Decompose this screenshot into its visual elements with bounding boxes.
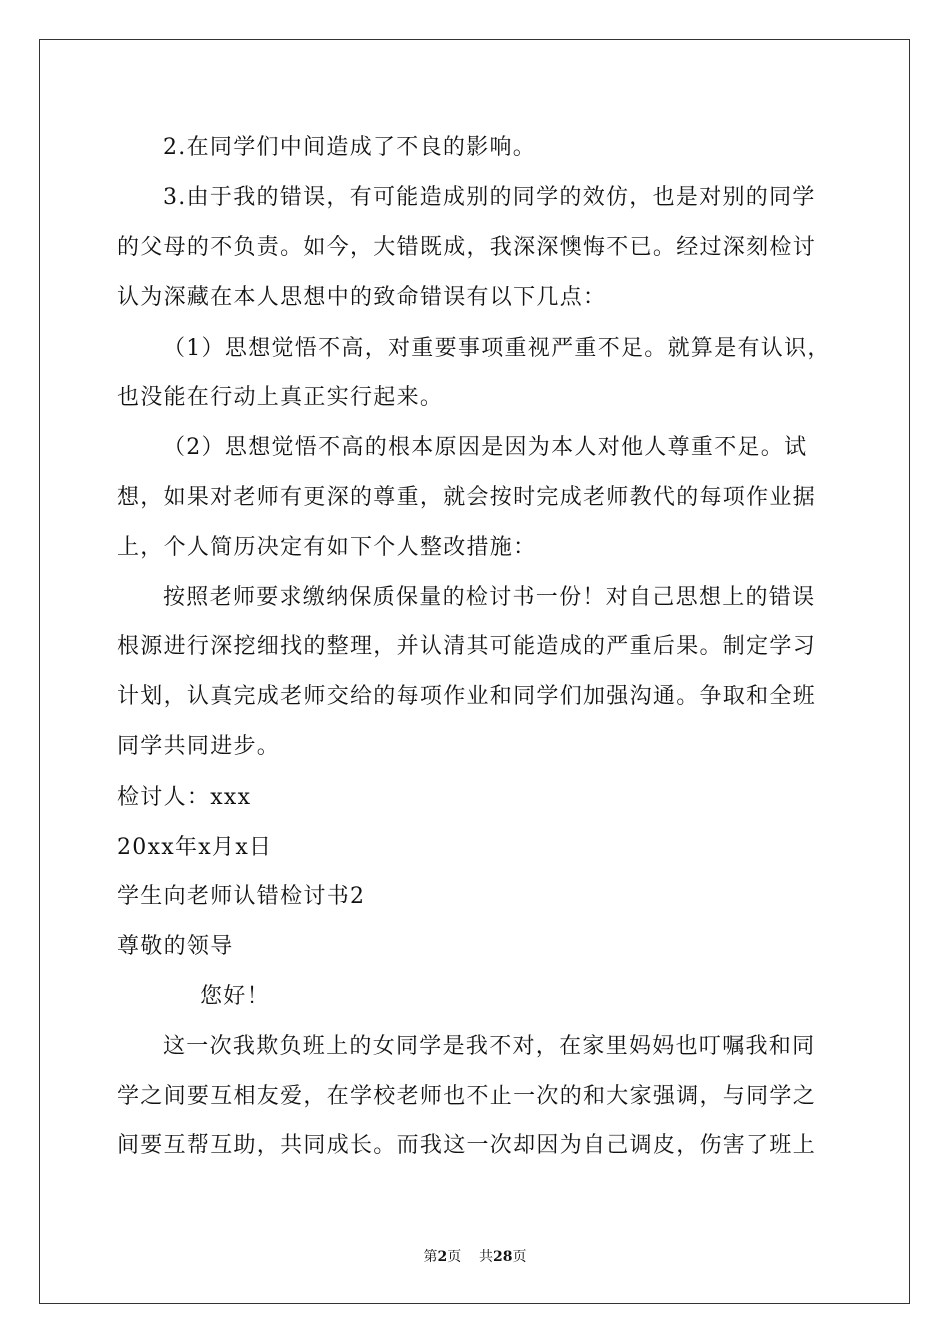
- text-line: 3.由于我的错误，有可能造成别的同学的效仿，也是对别的同学: [163, 185, 816, 210]
- footer-page-suffix: 页: [447, 1249, 462, 1265]
- text-line: 同学共同进步。: [117, 734, 281, 759]
- text-line: 学之间要互相友爱，在学校老师也不止一次的和大家强调，与同学之: [117, 1084, 817, 1109]
- text-line: 2.在同学们中间造成了不良的影响。: [163, 135, 537, 160]
- footer-prefix: 第: [423, 1249, 438, 1265]
- signer-line: 检讨人：xxx: [117, 785, 252, 810]
- text-line: 计划，认真完成老师交给的每项作业和同学们加强沟通。争取和全班: [117, 684, 817, 709]
- text-line: 这一次我欺负班上的女同学是我不对，在家里妈妈也叮嘱我和同: [163, 1034, 816, 1059]
- footer-total-prefix: 共: [479, 1249, 494, 1265]
- text-line: 也没能在行动上真正实行起来。: [117, 385, 444, 410]
- text-line: 上，个人简历决定有如下个人整改措施：: [117, 535, 537, 560]
- section-title: 学生向老师认错检讨书2: [117, 884, 366, 909]
- text-line: 按照老师要求缴纳保质保量的检讨书一份！对自己思想上的错误: [163, 585, 816, 610]
- salutation: 尊敬的领导: [117, 934, 234, 959]
- footer-page-number: 2: [437, 1249, 448, 1265]
- page-border: [39, 39, 910, 1304]
- page-footer: [0, 1248, 950, 1266]
- text-line: 的父母的不负责。如今，大错既成，我深深懊悔不已。经过深刻检讨: [117, 235, 817, 260]
- greeting: 您好！: [200, 984, 270, 1009]
- text-line: （2）思想觉悟不高的根本原因是因为本人对他人尊重不足。试: [163, 435, 808, 460]
- footer-total-pages: 28: [493, 1249, 513, 1265]
- text-line: 想，如果对老师有更深的尊重，就会按时完成老师教代的每项作业据: [117, 485, 817, 510]
- footer-total-suffix: 页: [512, 1249, 527, 1265]
- text-line: （1）思想觉悟不高，对重要事项重视严重不足。就算是有认识，: [163, 336, 831, 361]
- text-line: 间要互帮互助，共同成长。而我这一次却因为自己调皮，伤害了班上: [117, 1133, 817, 1158]
- text-line: 根源进行深挖细找的整理，并认清其可能造成的严重后果。制定学习: [117, 634, 817, 659]
- date-line: 20xx年x月x日: [117, 835, 273, 860]
- text-line: 认为深藏在本人思想中的致命错误有以下几点：: [117, 285, 607, 310]
